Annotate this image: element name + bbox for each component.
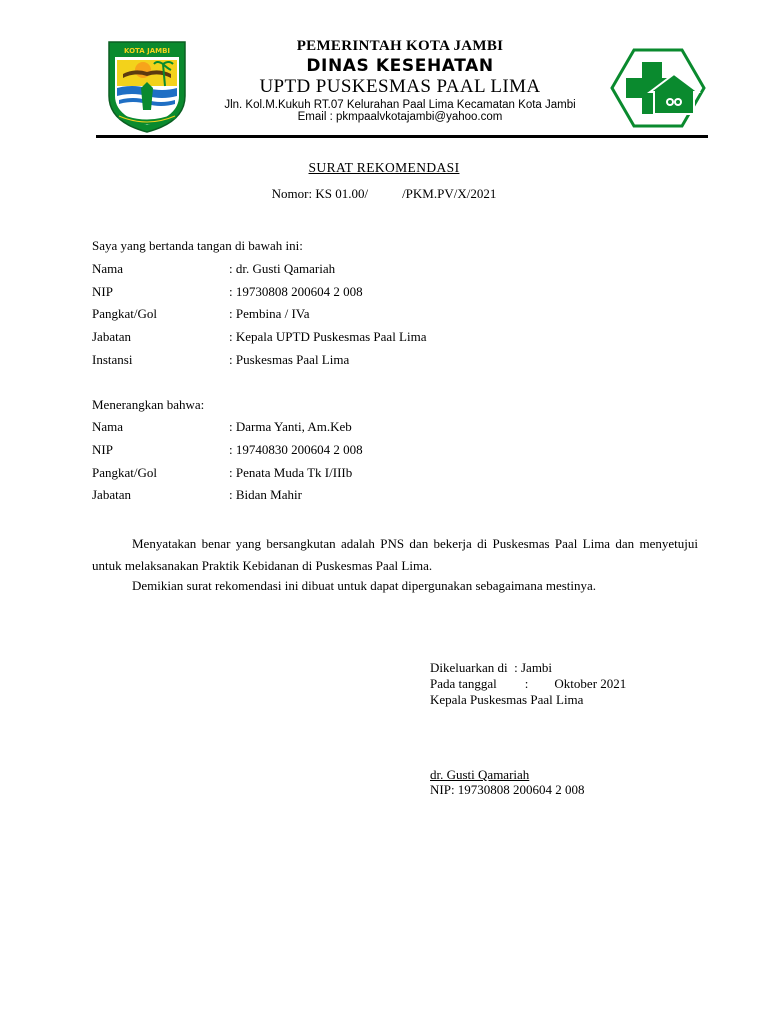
- subject-rank-value: : Penata Muda Tk I/IIIb: [229, 465, 353, 480]
- subject-nip-value: : 19740830 200604 2 008: [229, 442, 363, 457]
- government-name: PEMERINTAH KOTA JAMBI: [296, 38, 504, 54]
- subject-position-value: : Bidan Mahir: [229, 487, 302, 502]
- signer-position-label: Jabatan: [92, 329, 131, 344]
- closing-paragraph: Demikian surat rekomendasi ini dibuat untuk dapat dipergunakan sebagaimana mestinya.: [132, 578, 597, 593]
- institution-email: Email : pkmpaalvkotajambi@yahoo.com: [297, 111, 503, 123]
- date-colon: :: [524, 676, 529, 691]
- puskesmas-logo-icon: [610, 48, 706, 128]
- document-title: SURAT REKOMENDASI: [308, 160, 460, 175]
- signer-nip-label: NIP: [92, 284, 113, 299]
- subject-name-label: Nama: [92, 419, 124, 434]
- document-number-prefix: Nomor: KS 01.00/: [271, 186, 369, 201]
- issued-value: : Jambi: [514, 660, 553, 675]
- date-value: Oktober 2021: [554, 676, 627, 691]
- issued-date: [430, 676, 626, 692]
- institution-address: Jln. Kol.M.Kukuh RT.07 Kelurahan Paal Lima Kecamatan Kota Jambi: [224, 99, 576, 111]
- subject-position-label: Jabatan: [92, 487, 131, 502]
- subject-rank-label: Pangkat/Gol: [92, 465, 157, 480]
- signer-agency-label: Instansi: [92, 352, 133, 367]
- signer-rank-label: Pangkat/Gol: [92, 306, 157, 321]
- signer-signature-nip: NIP: 19730808 200604 2 008: [430, 782, 585, 797]
- statement-paragraph: Menyatakan benar yang bersangkutan adalah PNS dan bekerja di Puskesmas Paal Lima dan menyetujui untuk melaksanakan Praktik Kebidanan di Puskesmas Paal Lima.: [92, 536, 698, 573]
- signer-intro: Saya yang bertanda tangan di bawah ini:: [92, 238, 303, 253]
- subject-name-value: : Darma Yanti, Am.Keb: [229, 419, 352, 434]
- signer-agency-value: : Puskesmas Paal Lima: [229, 352, 350, 367]
- issued-label: Dikeluarkan di: [430, 660, 508, 675]
- signer-name-label: Nama: [92, 261, 124, 276]
- letterhead: [190, 38, 610, 123]
- issued-place: [430, 660, 552, 676]
- document-number: [0, 186, 768, 202]
- document-number-suffix: /PKM.PV/X/2021: [402, 186, 497, 201]
- subject-intro: Menerangkan bahwa:: [92, 397, 205, 412]
- institution-name: UPTD PUSKESMAS PAAL LIMA: [259, 76, 541, 97]
- letterhead-divider: [96, 135, 708, 138]
- department-name: DINAS KESEHATAN: [306, 56, 494, 76]
- signer-name-value: : dr. Gusti Qamariah: [229, 261, 336, 276]
- logo-text: KOTA JAMBI: [123, 47, 171, 55]
- kota-jambi-emblem-icon: [105, 38, 189, 134]
- signer-nip-value: : 19730808 200604 2 008: [229, 284, 363, 299]
- signer-rank-value: : Pembina / IVa: [229, 306, 310, 321]
- signer-signature-name: dr. Gusti Qamariah: [430, 767, 530, 782]
- date-label: Pada tanggal: [430, 676, 497, 691]
- signer-title: Kepala Puskesmas Paal Lima: [430, 692, 584, 707]
- subject-nip-label: NIP: [92, 442, 113, 457]
- signer-position-value: : Kepala UPTD Puskesmas Paal Lima: [229, 329, 427, 344]
